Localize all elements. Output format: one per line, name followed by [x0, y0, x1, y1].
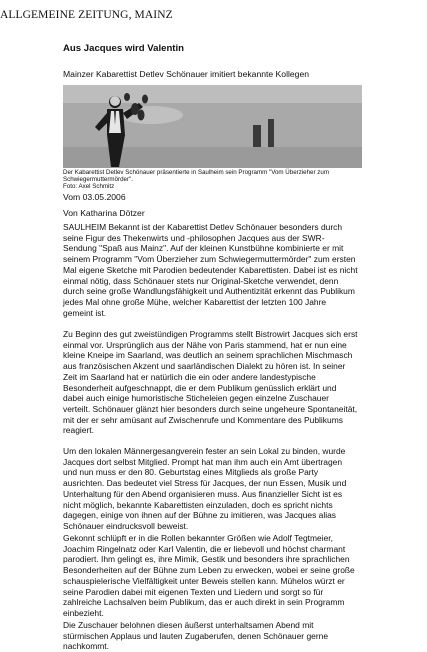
text-line: stürmischen Applaus und lauten Zugaberufen, denen Schönauer gerne — [63, 630, 329, 641]
text-line: und nun muss er den 80. Geburtstag eines Mitglieds als große Party — [63, 467, 319, 478]
text-line: verteilt. Schönauer glänzt hier besonders durch seine ungeheure Spontaneität, — [63, 403, 358, 414]
text-line: Jacques dort selbst Mitglied. Prompt hat man ihm auch ein Amt übertragen — [63, 456, 343, 467]
article-paragraph-4 — [63, 533, 393, 619]
text-line: reagiert. — [63, 425, 94, 436]
article-paragraph-1 — [63, 222, 393, 318]
text-line: durch seine große Wandlungsfähigkeit und Authentizität erkennt das Publikum — [63, 286, 355, 297]
text-line: nicht möglich, bekannte Kabarettisten einzuladen, doch es spricht nichts — [63, 499, 333, 510]
text-line: seine Parodien dabei mit eigenen Texten und Liedern und sorgt so für — [63, 586, 324, 597]
article-author: Von Katharina Dötzer — [63, 208, 145, 218]
text-line: zahlreiche Lachsalven beim Publikum, das er auch direkt in sein Programm — [63, 597, 345, 608]
text-line: seine Figur des Thekenwirts und -philosophen Jacques aus der SWR- — [63, 232, 325, 243]
photo-credit: Foto: Axel Schmitz — [63, 183, 115, 191]
article-subheadline: Mainzer Kabarettist Detlev Schönauer imitiert bekannte Kollegen — [63, 69, 310, 79]
text-line: SAULHEIM Bekannt ist der Kabarettist Detlev Schönauer besonders durch — [63, 222, 343, 232]
text-line: Joachim Ringelnatz oder Karl Valentin, die er liebevoll und höchst charmant — [63, 543, 346, 554]
text-line: dagegen, einige von ihnen auf der Bühne zu imitieren, was Jacques alias — [63, 510, 336, 521]
text-line: einmal nötig, dass Schönauer stets nur Original-Sketche verwendet, denn — [63, 275, 339, 286]
text-line: kleine Kneipe im Saarland, was deutlich an seinem sprachlichen Mischmasch — [63, 350, 353, 361]
text-line: jedes Mal ohne große Mühe, welcher Kabarettist der letzten 100 Jahre — [63, 296, 327, 307]
text-line: Die Zuschauer belohnen diesen äußerst unterhaltsamen Abend mit — [63, 620, 314, 630]
text-line: ausrichten. Das bedeutet viel Stress für Jacques, der nun Essen, Musik und — [63, 478, 347, 489]
article-paragraph-3 — [63, 446, 393, 532]
article-photo — [63, 85, 362, 168]
text-line: Sendung "Spaß aus Mainz". Auf der kleinen Kunstbühne kombinierte er mit — [63, 243, 344, 254]
text-line: schauspielerische Vielfältigkeit unter Beweis stellen kann. Mühelos würzt er — [63, 575, 345, 586]
text-line: Mal eigene Sketche mit Parodien bedeutender Kabarettisten. Dabei ist es nicht — [63, 264, 358, 275]
article-headline: Aus Jacques wird Valentin — [63, 43, 185, 54]
text-line: Besonderheiten auf der Bühne zum Leben zu erwecken, wobei er seine große — [63, 565, 355, 576]
text-line: Um den lokalen Männergesangverein fester an sein Lokal zu binden, wurde — [63, 446, 346, 456]
text-line: Gekonnt schlüpft er in die Rollen bekannter Größen wie Adolf Tegtmeier, — [63, 533, 333, 543]
caption-line: Der Kabarettist Detlev Schönauer präsentierte in Saulheim sein Programm "Vom Überzieher zum — [63, 169, 329, 176]
text-line: gemeint ist. — [63, 307, 107, 318]
text-line: einbezieht. — [63, 607, 104, 618]
newspaper-masthead: ALLGEMEINE ZEITUNG, MAINZ — [0, 9, 173, 21]
article-paragraph-2 — [63, 329, 393, 436]
text-line: nachkommt. — [63, 641, 109, 652]
text-line: dabei auch einige humoristische Sticheleien gegen einzelne Zuschauer — [63, 393, 329, 404]
performer-photo-image — [63, 85, 362, 168]
text-line: parodiert. Ihm gelingt es, ihre Mimik, Gestik und besonders ihre sprachlichen — [63, 554, 350, 565]
text-line: aus französischen Akzent und saarländischen Dialekt zu hören ist. In seiner — [63, 361, 346, 372]
article-date: Vom 03.05.2006 — [63, 192, 126, 202]
text-line: Besonderheit aufgeschnappt, die er dem Publikum genüsslich erklärt und — [63, 382, 337, 393]
text-line: Unterhaltung für den Abend organisieren muss. Aus finanzieller Sicht ist es — [63, 488, 343, 499]
text-line: seinem Programm "Vom Überzieher zum Schwiegermuttermörder" zum ersten — [63, 254, 356, 265]
caption-line: Schwiegermuttermörder". — [63, 176, 133, 184]
text-line: einmal vor. Ursprünglich aus der Nähe von Paris stammend, hat er nun eine — [63, 339, 347, 350]
text-line: mit der er sehr amüsant auf Zwischenrufe und Kommentare des Publikums — [63, 414, 343, 425]
text-line: Zu Beginn des gut zweistündigen Programms stellt Bistrowirt Jacques sich erst — [63, 329, 358, 339]
text-line: Schönauer eindrucksvoll beweist. — [63, 520, 189, 531]
text-line: Zeit im Saarland hat er natürlich die ein oder andere landestypische — [63, 371, 316, 382]
photo-caption — [63, 169, 373, 191]
article-paragraph-5 — [63, 620, 393, 652]
